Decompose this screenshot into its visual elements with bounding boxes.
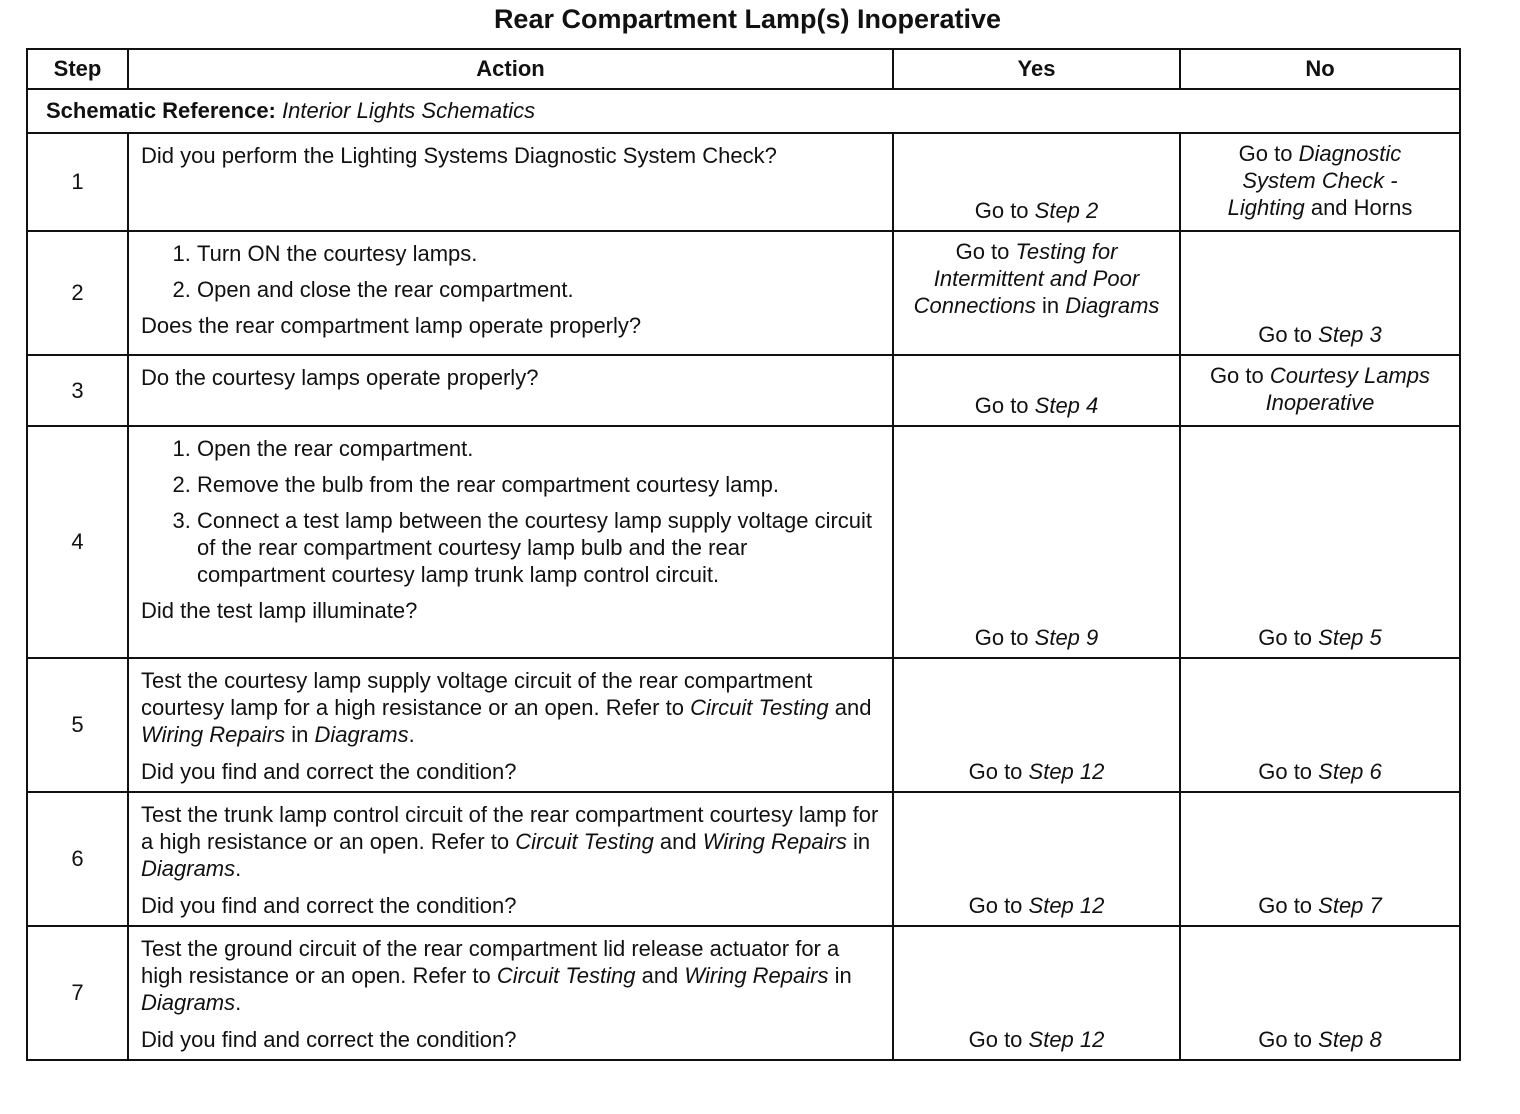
no-cell (1180, 792, 1460, 926)
table-row (27, 231, 1460, 355)
action-question: Do the courtesy lamps operate properly? (141, 365, 539, 390)
no-cell (1180, 355, 1460, 426)
action-text-part: Test the courtesy lamp supply voltage circuit of the rear compartment courtesy lamp for a high resistance or an open. Refer to (141, 668, 813, 720)
no-link-2[interactable]: Inoperative (1265, 390, 1375, 415)
diagnostic-table (26, 48, 1461, 1061)
action-cell (128, 231, 893, 355)
yes-prefix: Go to (968, 759, 1029, 784)
action-text-part: and (828, 695, 872, 720)
schematic-reference-label: Schematic Reference: (46, 98, 276, 123)
action-text (141, 801, 880, 882)
no-link[interactable]: Diagnostic (1298, 141, 1402, 166)
action-item: 1. Open the rear compartment. (197, 435, 880, 462)
yes-joiner: in (1035, 293, 1066, 318)
yes-link[interactable]: Step 12 (1028, 1027, 1105, 1052)
no-link[interactable]: Courtesy Lamps (1269, 363, 1431, 388)
action-cell (128, 355, 893, 426)
step-number: 5 (27, 658, 128, 792)
header-action: Action (128, 49, 893, 89)
yes-cell (893, 231, 1180, 355)
circuit-testing-link[interactable]: Circuit Testing (496, 963, 636, 988)
action-item: 1. Turn ON the courtesy lamps. (197, 240, 880, 267)
yes-link[interactable]: Step 12 (1028, 893, 1105, 918)
wiring-repairs-link[interactable]: Wiring Repairs (684, 963, 829, 988)
step-number: 6 (27, 792, 128, 926)
yes-link[interactable]: Testing for (1015, 239, 1118, 264)
action-text-part: in (846, 829, 871, 854)
table-row (27, 426, 1460, 658)
yes-cell (893, 133, 1180, 231)
diagrams-link[interactable]: Diagrams (314, 722, 409, 747)
no-cell (1180, 658, 1460, 792)
step-number: 2 (27, 231, 128, 355)
yes-prefix: Go to (968, 1027, 1029, 1052)
step-number: 1 (27, 133, 128, 231)
action-cell (128, 133, 893, 231)
yes-link-3[interactable]: Connections (913, 293, 1036, 318)
action-list (141, 240, 880, 303)
action-text-part: and (635, 963, 685, 988)
action-question: Does the rear compartment lamp operate properly? (141, 313, 642, 338)
yes-cell (893, 792, 1180, 926)
action-text-part: . (235, 990, 242, 1015)
no-link-3[interactable]: Lighting (1227, 195, 1305, 220)
no-prefix: Go to (1258, 322, 1319, 347)
no-prefix: Go to (1238, 141, 1299, 166)
yes-cell (893, 658, 1180, 792)
header-yes: Yes (893, 49, 1180, 89)
diagrams-link[interactable]: Diagrams (141, 990, 236, 1015)
yes-prefix: Go to (955, 239, 1016, 264)
action-cell (128, 792, 893, 926)
page-title: Rear Compartment Lamp(s) Inoperative (493, 4, 1002, 34)
no-joiner: and (1304, 195, 1354, 220)
yes-cell (893, 926, 1180, 1060)
step-number: 7 (27, 926, 128, 1060)
action-question: Did you find and correct the condition? (141, 893, 517, 918)
yes-link-4[interactable]: Diagrams (1065, 293, 1160, 318)
action-cell (128, 426, 893, 658)
action-text-part: and (653, 829, 703, 854)
header-row (27, 49, 1460, 89)
schematic-reference-row (27, 89, 1460, 133)
action-item: 2. Open and close the rear compartment. (197, 276, 880, 303)
no-prefix: Go to (1258, 759, 1319, 784)
no-link-4[interactable]: Horns (1353, 195, 1413, 220)
table-row (27, 355, 1460, 426)
action-text-part: . (408, 722, 415, 747)
action-item: 2. Remove the bulb from the rear compartment courtesy lamp. (197, 471, 880, 498)
action-text-part: Test the trunk lamp control circuit of the rear compartment courtesy lamp for a high resistance or an open. Refer to (141, 802, 879, 854)
no-prefix: Go to (1258, 625, 1319, 650)
no-link[interactable]: Step 8 (1318, 1027, 1382, 1052)
action-question: Did you perform the Lighting Systems Diagnostic System Check? (141, 143, 777, 168)
schematic-reference-link[interactable]: Interior Lights Schematics (282, 98, 536, 123)
action-text-part: in (828, 963, 852, 988)
no-cell (1180, 133, 1460, 231)
table-row (27, 792, 1460, 926)
yes-cell (893, 355, 1180, 426)
schematic-reference (27, 89, 1460, 133)
yes-prefix: Go to (968, 893, 1029, 918)
no-link[interactable]: Step 5 (1318, 625, 1382, 650)
yes-link[interactable]: Step 12 (1028, 759, 1105, 784)
yes-prefix: Go to (974, 393, 1035, 418)
action-text-part: . (235, 856, 242, 881)
action-text (141, 935, 880, 1016)
action-cell (128, 926, 893, 1060)
table-row (27, 658, 1460, 792)
action-question: Did you find and correct the condition? (141, 759, 517, 784)
table-row (27, 133, 1460, 231)
action-item: 3. Connect a test lamp between the courtesy lamp supply voltage circuit of the rear compartment courtesy lamp bulb and the rear compartment courtesy lamp trunk lamp control circuit. (197, 507, 880, 588)
no-link[interactable]: Step 3 (1318, 322, 1382, 347)
action-question: Did you find and correct the condition? (141, 1027, 517, 1052)
no-link-2[interactable]: System Check - (1242, 168, 1398, 193)
no-prefix: Go to (1258, 893, 1319, 918)
circuit-testing-link[interactable]: Circuit Testing (515, 829, 654, 854)
yes-link[interactable]: Step 9 (1034, 625, 1099, 650)
circuit-testing-link[interactable]: Circuit Testing (690, 695, 829, 720)
action-cell (128, 658, 893, 792)
yes-link[interactable]: Step 4 (1034, 393, 1099, 418)
action-text (141, 667, 880, 748)
header-no: No (1180, 49, 1460, 89)
action-list (141, 435, 880, 588)
no-prefix: Go to (1258, 1027, 1319, 1052)
wiring-repairs-link[interactable]: Wiring Repairs (702, 829, 847, 854)
no-link[interactable]: Step 6 (1318, 759, 1382, 784)
no-cell (1180, 426, 1460, 658)
yes-prefix: Go to (974, 625, 1035, 650)
step-number: 3 (27, 355, 128, 426)
action-text-part: in (285, 722, 315, 747)
no-link[interactable]: Step 7 (1318, 893, 1382, 918)
header-step: Step (27, 49, 128, 89)
yes-prefix: Go to (974, 198, 1035, 223)
table-row (27, 926, 1460, 1060)
action-question: Did the test lamp illuminate? (141, 598, 418, 623)
step-number: 4 (27, 426, 128, 658)
yes-link[interactable]: Step 2 (1034, 198, 1099, 223)
action-text-part: Test the ground circuit of the rear compartment lid release actuator for a high resistance or an open. Refer to (141, 936, 840, 988)
no-cell (1180, 231, 1460, 355)
yes-cell (893, 426, 1180, 658)
no-prefix: Go to (1209, 363, 1270, 388)
yes-link-2[interactable]: Intermittent and Poor (933, 266, 1140, 291)
diagrams-link[interactable]: Diagrams (141, 856, 236, 881)
wiring-repairs-link[interactable]: Wiring Repairs (141, 722, 286, 747)
no-cell (1180, 926, 1460, 1060)
